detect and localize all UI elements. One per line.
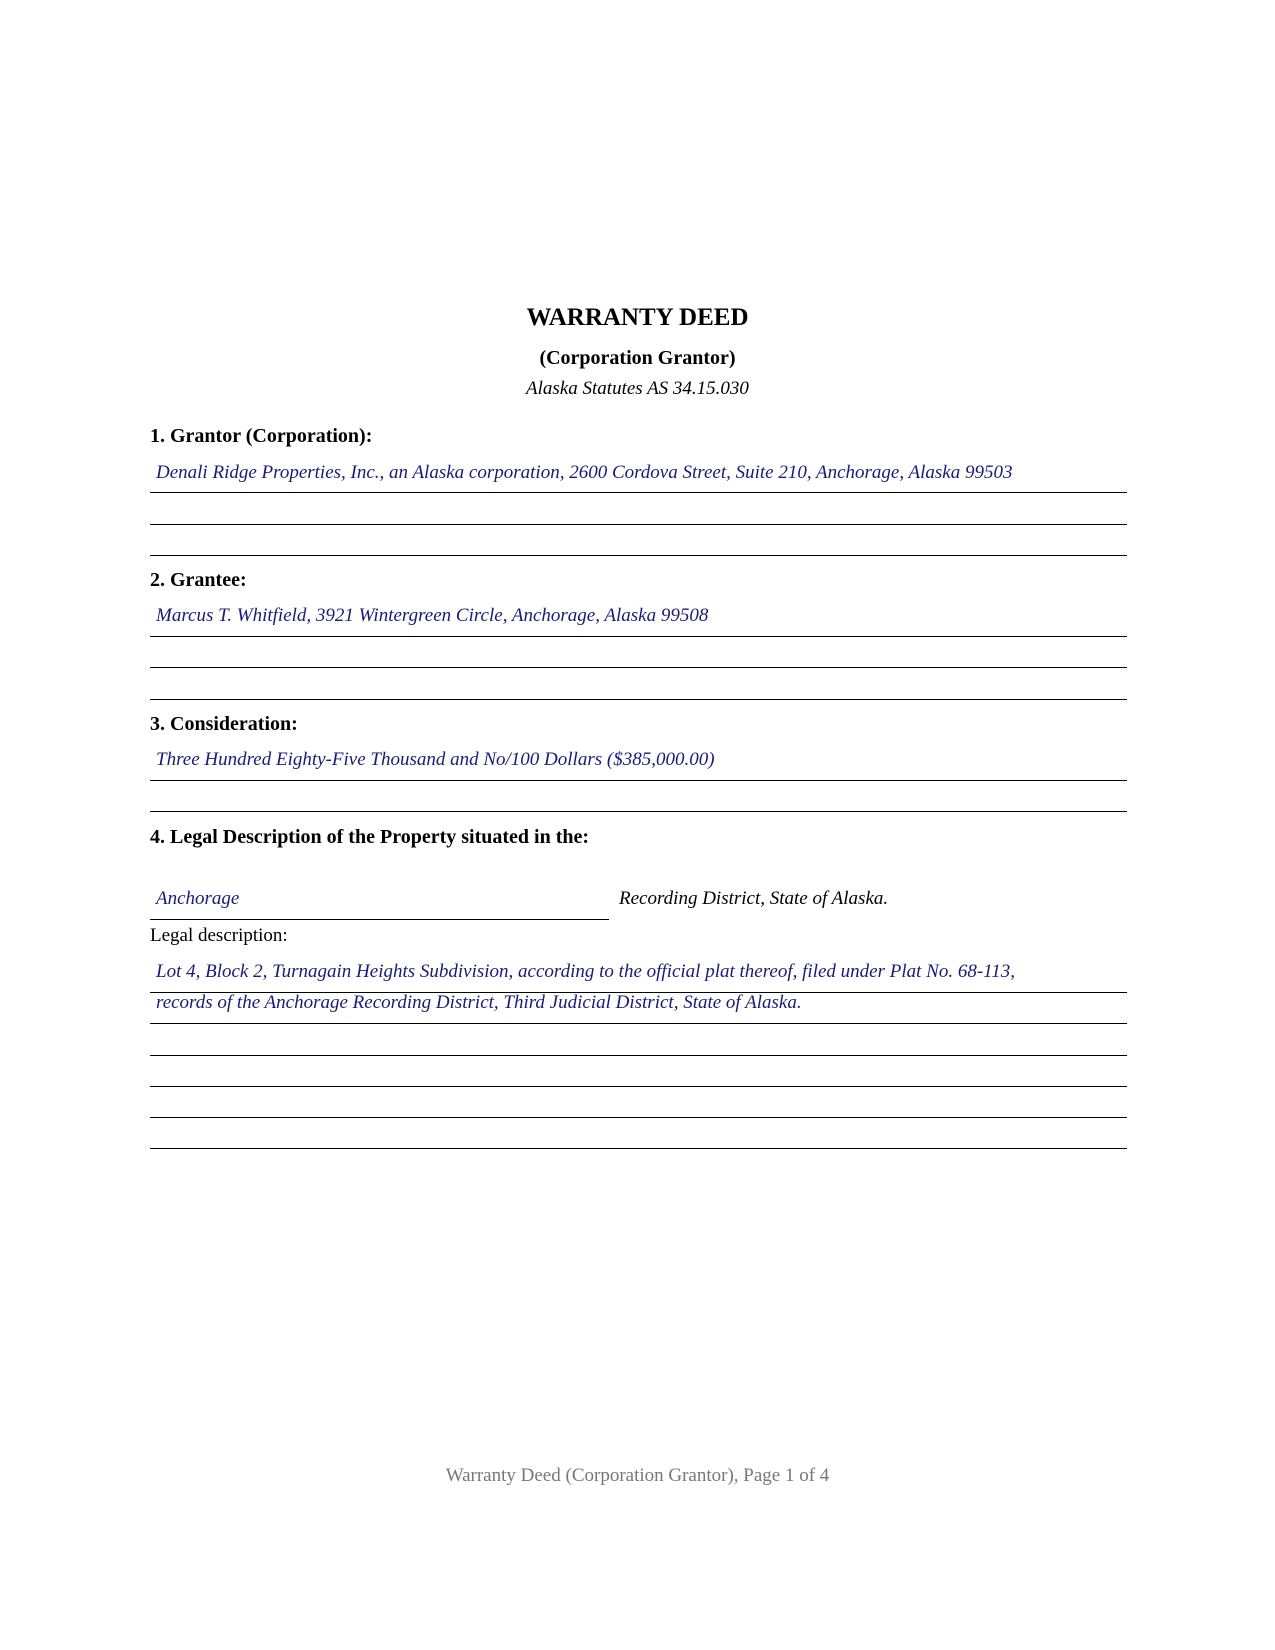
page-footer: Warranty Deed (Corporation Grantor), Page 1 of 4 xyxy=(445,1465,830,1486)
grantor-line-3 xyxy=(150,555,1127,556)
recording-district-value: Anchorage xyxy=(156,888,240,909)
legal-line-2 xyxy=(150,1023,1127,1024)
legal-line-6 xyxy=(150,1148,1127,1149)
document-title: WARRANTY DEED xyxy=(526,304,749,331)
document-subtitle: (Corporation Grantor) xyxy=(539,347,736,369)
legal-line-4 xyxy=(150,1086,1127,1087)
grantor-line-1 xyxy=(150,492,1127,493)
legal-description-line-1: Lot 4, Block 2, Turnagain Heights Subdivision, according to the official plat thereof, filed under Plat No. 68-113, xyxy=(156,961,1015,982)
grantee-value: Marcus T. Whitfield, 3921 Wintergreen Circle, Anchorage, Alaska 99508 xyxy=(156,605,709,626)
statute-reference: Alaska Statutes AS 34.15.030 xyxy=(526,378,749,399)
grantor-heading: 1. Grantor (Corporation): xyxy=(150,425,373,447)
recording-district-suffix: Recording District, State of Alaska. xyxy=(619,888,889,909)
legal-description-line-2: records of the Anchorage Recording District, Third Judicial District, State of Alaska. xyxy=(156,992,802,1013)
grantee-heading: 2. Grantee: xyxy=(150,569,247,591)
grantor-line-2 xyxy=(150,524,1127,525)
grantor-value: Denali Ridge Properties, Inc., an Alaska corporation, 2600 Cordova Street, Suite 210, Anchorage, Alaska 99503 xyxy=(156,462,1013,483)
consideration-heading: 3. Consideration: xyxy=(150,713,298,735)
consideration-line-2 xyxy=(150,811,1127,812)
legal-line-5 xyxy=(150,1117,1127,1118)
grantee-line-1 xyxy=(150,636,1127,637)
legal-description-label: Legal description: xyxy=(150,925,288,946)
consideration-line-1 xyxy=(150,780,1127,781)
legal-heading: 4. Legal Description of the Property situated in the: xyxy=(150,826,590,848)
grantee-line-2 xyxy=(150,667,1127,668)
grantee-line-3 xyxy=(150,699,1127,700)
legal-line-3 xyxy=(150,1055,1127,1056)
consideration-value: Three Hundred Eighty-Five Thousand and No/100 Dollars ($385,000.00) xyxy=(156,749,715,770)
recording-district-line xyxy=(150,919,609,920)
